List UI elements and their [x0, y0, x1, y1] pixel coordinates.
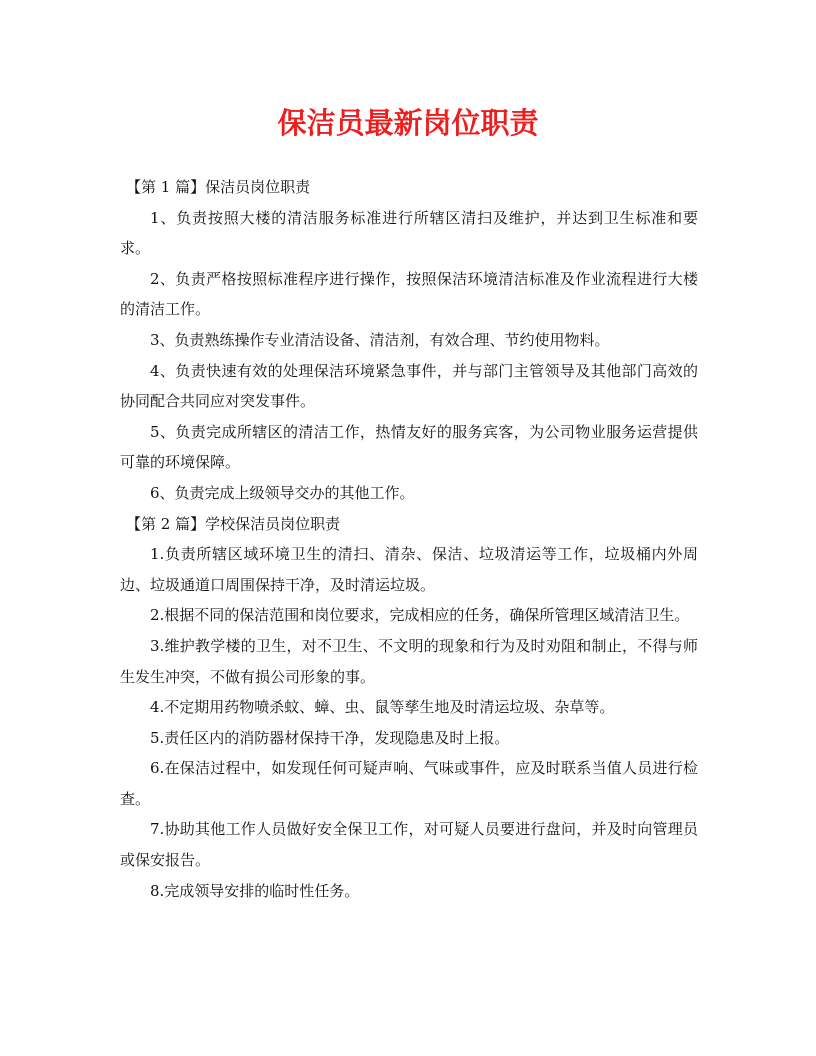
list-item: 1.负责所辖区域环境卫生的清扫、清杂、保洁、垃圾清运等工作，垃圾桶内外周边、垃圾通道口周围保持干净，及时清运垃圾。 — [120, 545, 698, 594]
list-item: 7.协助其他工作人员做好安全保卫工作，对可疑人员要进行盘问，并及时向管理员或保安报告。 — [120, 820, 698, 870]
list-item: 5.责任区内的消防器材保持干净，发现隐患及时上报。 — [150, 728, 510, 747]
list-item: 4、负责快速有效的处理保洁环境紧急事件，并与部门主管领导及其他部门高效的协同配合共同应对突发事件。 — [120, 361, 698, 411]
list-item: 8.完成领导安排的临时性任务。 — [150, 881, 360, 900]
list-item: 3.维护教学楼的卫生，对不卫生、不文明的现象和行为及时劝阻和制止，不得与师生发生冲突，不做有损公司形象的事。 — [120, 636, 698, 686]
list-item: 2、负责严格按照标准程序进行操作，按照保洁环境清洁标准及作业流程进行大楼的清洁工作。 — [120, 269, 698, 319]
document-title: 保洁员最新岗位职责 — [277, 106, 539, 140]
list-item: 6、负责完成上级领导交办的其他工作。 — [150, 483, 415, 502]
section-heading: 【第 1 篇】保洁员岗位职责 — [126, 178, 311, 196]
document-body — [120, 172, 698, 906]
list-item: 1、负责按照大楼的清洁服务标准进行所辖区清扫及维护，并达到卫生标准和要求。 — [120, 208, 698, 258]
list-item: 5、负责完成所辖区的清洁工作，热情友好的服务宾客，为公司物业服务运营提供可靠的环境保障。 — [120, 422, 698, 472]
list-item: 6.在保洁过程中，如发现任何可疑声响、气味或事件，应及时联系当值人员进行检查。 — [120, 759, 698, 808]
list-item: 2.根据不同的保洁范围和岗位要求，完成相应的任务，确保所管理区域清洁卫生。 — [150, 606, 690, 625]
list-item: 3、负责熟练操作专业清洁设备、清洁剂，有效合理、节约使用物料。 — [150, 330, 610, 349]
section-heading: 【第 2 篇】学校保洁员岗位职责 — [126, 514, 341, 533]
list-item: 4.不定期用药物喷杀蚊、蟑、虫、鼠等孳生地及时清运垃圾、杂草等。 — [150, 698, 615, 717]
